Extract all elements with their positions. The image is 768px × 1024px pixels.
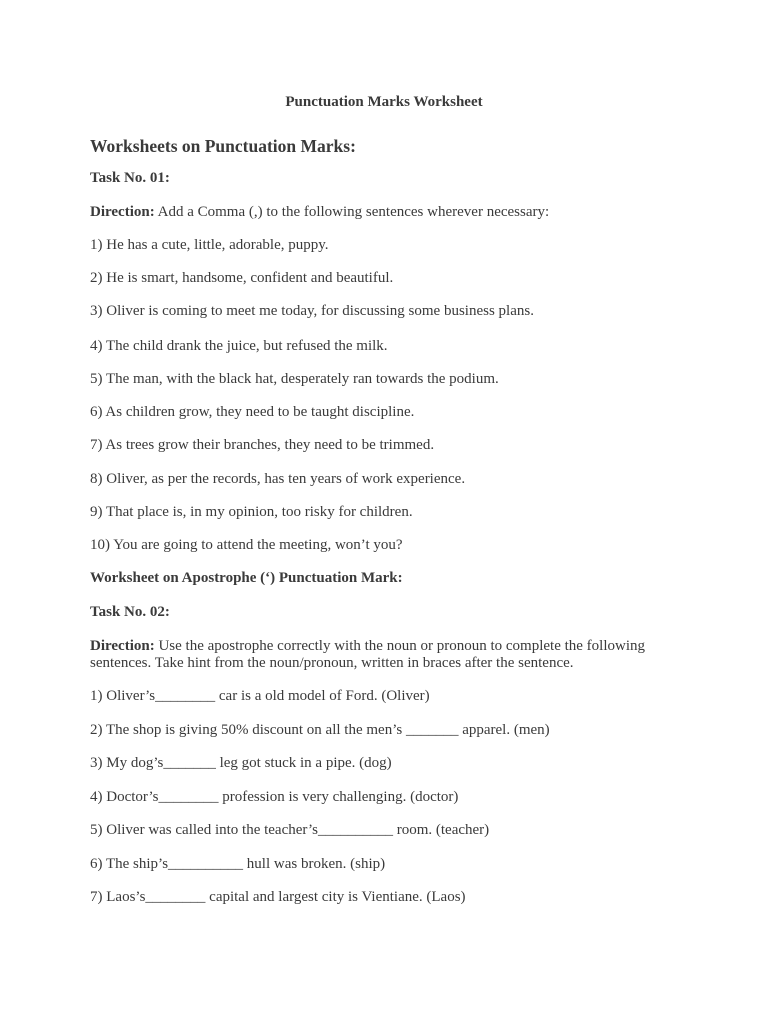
task1-item-6: 6) As children grow, they need to be taught discipline.: [90, 404, 415, 420]
task2-item-5: 5) Oliver was called into the teacher’s__________ room. (teacher): [90, 822, 490, 838]
task2-item-4: 4) Doctor’s________ profession is very challenging. (doctor): [90, 789, 459, 805]
task1-item-1: 1) He has a cute, little, adorable, puppy.: [90, 237, 329, 253]
task2-item-7: 7) Laos’s________ capital and largest city is Vientiane. (Laos): [90, 889, 466, 905]
task1-direction-label: Direction:: [90, 204, 155, 220]
task1-item-8: 8) Oliver, as per the records, has ten years of work experience.: [90, 471, 466, 487]
task2-item-3: 3) My dog’s_______ leg got stuck in a pipe. (dog): [90, 755, 392, 771]
task2-direction-label: Direction:: [90, 638, 155, 654]
task2-item-1: 1) Oliver’s________ car is a old model of Ford. (Oliver): [90, 688, 430, 704]
task2-label: Task No. 02:: [90, 604, 170, 620]
apostrophe-heading: Worksheet on Apostrophe (‘) Punctuation Mark:: [90, 570, 403, 586]
task1-direction: [90, 204, 656, 221]
task2-direction: [90, 638, 656, 672]
task2-direction-text: Use the apostrophe correctly with the noun or pronoun to complete the following sentences. Take hint from the noun/pronoun, written in braces after the sentence.: [90, 638, 646, 671]
task1-label: Task No. 01:: [90, 170, 170, 186]
task1-item-4: 4) The child drank the juice, but refused the milk.: [90, 338, 388, 354]
task1-item-2: 2) He is smart, handsome, confident and beautiful.: [90, 270, 394, 286]
main-heading: Worksheets on Punctuation Marks:: [90, 136, 356, 156]
task1-direction-text: Add a Comma (,) to the following sentences wherever necessary:: [154, 204, 550, 220]
task1-item-9: 9) That place is, in my opinion, too risky for children.: [90, 504, 413, 520]
task1-item-5: 5) The man, with the black hat, desperately ran towards the podium.: [90, 371, 499, 387]
task1-item-7: 7) As trees grow their branches, they need to be trimmed.: [90, 437, 435, 453]
task2-item-6: 6) The ship’s__________ hull was broken. (ship): [90, 856, 386, 872]
task1-item-10: 10) You are going to attend the meeting, won’t you?: [90, 537, 403, 553]
task2-item-2: 2) The shop is giving 50% discount on all the men’s _______ apparel. (men): [90, 722, 550, 738]
task1-item-3: 3) Oliver is coming to meet me today, for discussing some business plans.: [90, 303, 534, 319]
document-title: Punctuation Marks Worksheet: [285, 94, 483, 110]
